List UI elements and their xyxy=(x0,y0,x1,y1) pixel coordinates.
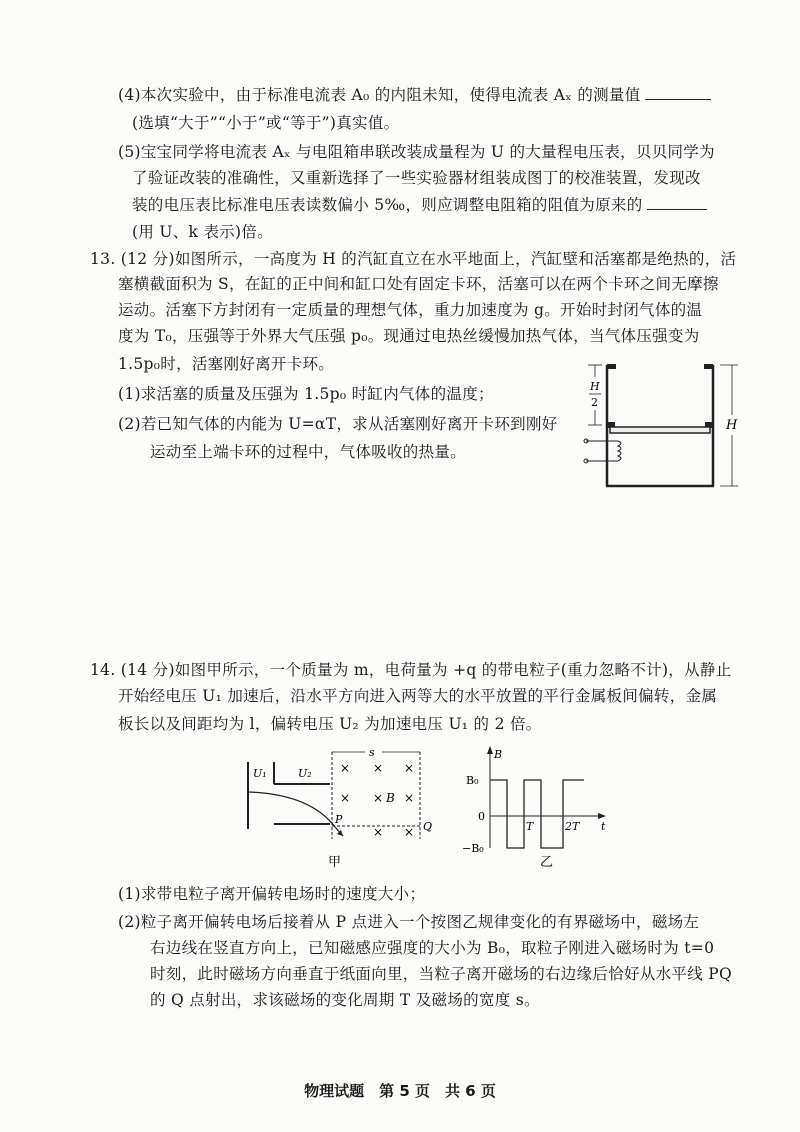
field-cross: × xyxy=(340,761,351,775)
field-cross: × xyxy=(373,825,384,839)
u1-label: U₁ xyxy=(253,767,267,780)
figure-yi xyxy=(462,744,612,874)
yi-zero-label: 0 xyxy=(478,810,485,823)
answer-blank[interactable] xyxy=(645,84,711,100)
q12-p5-line4: (用 U、k 表示)倍。 xyxy=(132,223,274,241)
q14-line3: 板长以及间距均为 l，偏转电压 U₂ 为加速电压 U₁ 的 2 倍。 xyxy=(118,715,542,733)
field-cross: × xyxy=(373,761,384,775)
p-label: P xyxy=(335,813,343,826)
yi-t1-label: T xyxy=(526,820,534,833)
q14-sub1: (1)求带电粒子离开偏转电场时的速度大小； xyxy=(118,885,426,903)
yi-b-label: B xyxy=(494,748,503,761)
q14-line1: 14. (14 分)如图甲所示，一个质量为 m，电荷量为 +q 的带电粒子(重力忽略不计)，从静止 xyxy=(90,661,732,679)
fig-half-h-num: H xyxy=(590,380,600,393)
q13-line4: 度为 T₀，压强等于外界大气压强 p₀。现通过电热丝缓慢加热气体，当气体压强变为 xyxy=(118,327,700,345)
field-cross: × xyxy=(340,791,351,805)
u2-label: U₂ xyxy=(298,767,312,780)
s-label: s xyxy=(369,746,375,759)
yi-t2-label: 2T xyxy=(565,820,580,833)
q14-line2: 开始经电压 U₁ 加速后，沿水平方向进入两等大的水平放置的平行金属板间偏转，金属 xyxy=(118,687,718,705)
q-label: Q xyxy=(423,820,433,833)
q12-p4-line1: (4)本次实验中，由于标准电流表 A₀ 的内阻未知，使得电流表 Aₓ 的测量值 xyxy=(118,84,711,105)
b-label: B xyxy=(386,791,395,805)
yi-neg-b0-label: −B₀ xyxy=(462,842,484,855)
q13-line2: 塞横截面积为 S，在缸的正中间和缸口处有固定卡环，活塞可以在两个卡环之间无摩擦 xyxy=(118,275,719,293)
q14-sub2d: 的 Q 点射出，求该磁场的变化周期 T 及磁场的宽度 s。 xyxy=(150,991,540,1009)
q13-sub1: (1)求活塞的质量及压强为 1.5p₀ 时缸内气体的温度； xyxy=(118,385,494,403)
q13-line5: 1.5p₀时，活塞刚好离开卡环。 xyxy=(118,355,335,373)
q14-sub2a: (2)粒子离开偏转电场后接着从 P 点进入一个按图乙规律变化的有界磁场中，磁场左 xyxy=(118,913,700,931)
fig-jia-caption: 甲 xyxy=(328,855,342,870)
q12-p4-line2: (选填“大于”“小于”或“等于”)真实值。 xyxy=(132,114,400,132)
q12-p5-line3: 装的电压表比标准电压表读数偏小 5‰，则应调整电阻箱的阻值为原来的 xyxy=(132,194,707,215)
q13-line1: 13. (12 分)如图所示，一高度为 H 的汽缸直立在水平地面上，汽缸壁和活塞都是绝热的，活 xyxy=(90,250,737,268)
page-footer: 物理试题 第 5 页 共 6 页 xyxy=(304,1082,496,1100)
q14-sub2c: 时刻，此时磁场方向垂直于纸面向里，当粒子离开磁场的右边缘后恰好从水平线 PQ xyxy=(150,965,732,983)
yi-b0-label: B₀ xyxy=(466,774,479,787)
q13-sub2b: 运动至上端卡环的过程中，气体吸收的热量。 xyxy=(150,443,467,461)
q12-p5-line2: 了验证改装的准确性，又重新选择了一些实验器材组装成图丁的校准装置，发现改 xyxy=(132,169,701,187)
fig-half-h-den: 2 xyxy=(591,396,598,409)
q12-p5-line1: (5)宝宝同学将电流表 Aₓ 与电阻箱串联改装成量程为 U 的大量程电压表，贝贝同学为 xyxy=(118,143,715,161)
q13-line3: 运动。活塞下方封闭有一定质量的理想气体，重力加速度为 g。开始时封闭气体的温 xyxy=(118,301,703,319)
field-cross: × xyxy=(404,791,415,805)
answer-blank[interactable] xyxy=(647,194,707,210)
field-cross: × xyxy=(404,761,415,775)
figure-jia xyxy=(240,744,440,874)
q13-sub2a: (2)若已知气体的内能为 U=αT，求从活塞刚好离开卡环到刚好 xyxy=(118,415,558,433)
cylinder-figure xyxy=(580,355,750,495)
field-cross: × xyxy=(373,791,384,805)
q14-sub2b: 右边线在竖直方向上，已知磁感应强度的大小为 B₀，取粒子刚进入磁场时为 t=0 xyxy=(150,939,715,957)
fig-yi-caption: 乙 xyxy=(540,855,554,870)
yi-t-axis-label: t xyxy=(601,820,606,833)
fig-h-label: H xyxy=(726,418,738,433)
field-cross: × xyxy=(404,825,415,839)
